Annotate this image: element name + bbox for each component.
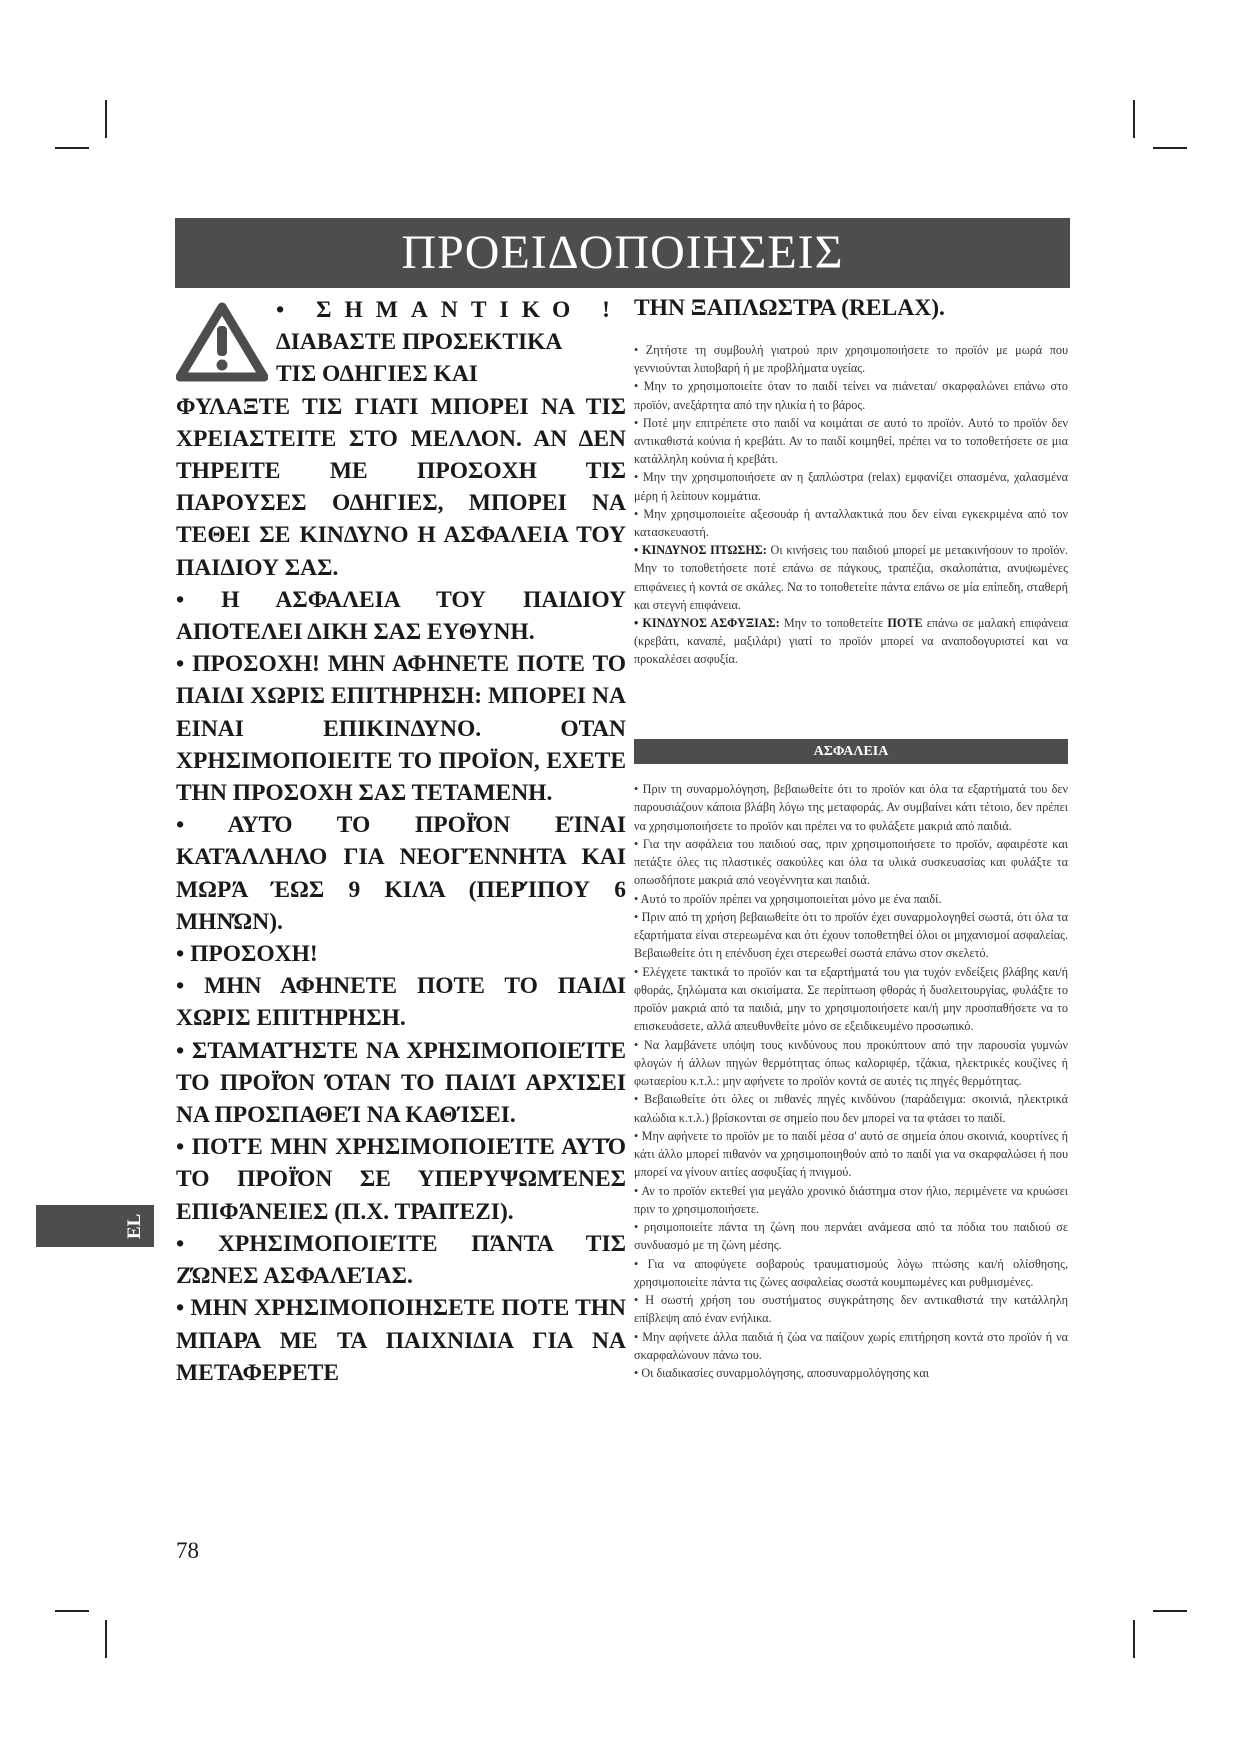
warning-item: • Μην χρησιμοποιείτε αξεσουάρ ή ανταλλακτικά που δεν είναι εγκεκριμένα από τον κατασκευαστή. [634, 506, 1068, 540]
safety-item: • Για να αποφύγετε σοβαρούς τραυματισμούς λόγω πτώσης και/ή ολίσθησης, χρησιμοποιείτε πάντα τις ζώνες ασφαλείας σωστά κουμπωμένες και ρυθμισμένες. [634, 1256, 1068, 1289]
warning-item: • Ζητήστε τη συμβουλή γιατρού πριν χρησιμοποιήσετε το προϊόν με μωρά που γεννιούνται λιποβαρή ή με προβλήματα υγείας. [634, 343, 1068, 376]
suffocation-text-b: επάνω σε μαλακή επιφάνεια (κρεβάτι, καναπέ, μαξιλάρι) γιατί το προϊόν μπορεί να αναποδογυριστεί και να προκαλέσει ασφυξία. [634, 616, 1069, 667]
instructions-line: ΤΙΣ ΟΔΗΓΙΕΣ ΚΑΙ [276, 361, 478, 388]
page-title: ΠΡΟΕΙΔΟΠΟΙΗΣΕΙΣ [401, 226, 844, 279]
crop-mark [1153, 147, 1187, 149]
fall-hazard-item [634, 541, 1068, 614]
crop-mark [55, 147, 89, 149]
warning-paragraph: • ΠΟΤΈ ΜΗΝ ΧΡΗΣΙΜΟΠΟΙΕΊΤΕ ΑΥΤΌ ΤΟ ΠΡΟΪΌΝ ΣΕ ΥΠΕΡΥΨΩΜΈΝΕΣ ΕΠΙΦΆΝΕΙΕΣ (Π.Χ. ΤΡΑΠΈΖΙ). [176, 1134, 626, 1225]
warning-paragraph: • ΣΤΑΜΑΤΉΣΤΕ ΝΑ ΧΡΗΣΙΜΟΠΟΙΕΊΤΕ ΤΟ ΠΡΟΪΌΝ ΌΤΑΝ ΤΟ ΠΑΙΔΊ ΑΡΧΊΣΕΙ ΝΑ ΠΡΟΣΠΑΘΕΊ ΝΑ ΚΑΘΊΣΕΙ. [176, 1037, 626, 1129]
intro-paragraph: ΦΥΛΑΞΤΕ ΤΙΣ ΓΙΑΤΙ ΜΠΟΡΕΙ ΝΑ ΤΙΣ ΧΡΕΙΑΣΤΕΙΤΕ ΣΤΟ ΜΕΛΛΟΝ. ΑΝ ΔΕΝ ΤΗΡΕΙΤΕ ΜΕ ΠΡΟΣΟΧΗ ΤΙΣ ΠΑΡΟΥΣΕΣ ΟΔΗΓΙΕΣ, ΜΠΟΡΕΙ ΝΑ ΤΕΘΕΙ ΣΕ ΚΙΝΔΥΝΟ Η ΑΣΦΑΛΕΙΑ ΤΟΥ ΠΑΙΔΙΟΥ ΣΑΣ. [176, 393, 626, 581]
language-code: EL [124, 1213, 145, 1239]
suffocation-text-a: Μην το τοποθετείτε [779, 616, 888, 631]
safety-item: • Η σωστή χρήση του συστήματος συγκράτησης δεν αντικαθιστά την κατάλληλη επίβλεψη από έναν ενήλικα. [634, 1293, 1068, 1326]
warning-paragraph: • ΑΥΤΌ ΤΟ ΠΡΟΪΌΝ ΕΊΝΑΙ ΚΑΤΆΛΛΗΛΟ ΓΙΑ ΝΕΟΓΈΝΝΗΤΑ ΚΑΙ ΜΩΡΆ ΈΩΣ 9 ΚΙΛΆ (ΠΕΡΊΠΟΥ 6 ΜΗΝΏΝ). [176, 812, 626, 935]
safety-item: • Πριν τη συναρμολόγηση, βεβαιωθείτε ότι το προϊόν και όλα τα εξαρτήματά του δεν παρουσιάζουν κάποια βλάβη λόγω της μεταφοράς. Αν συμβαίνει κάτι τέτοιο, δεν πρέπει να χρησιμοποιήσετε το προϊόν και πρέπει να το φυλάξετε μακριά από παιδιά. [634, 782, 1068, 833]
crop-mark [105, 1620, 107, 1658]
safety-section-title: ΑΣΦΑΛΕΙΑ [813, 744, 889, 759]
crop-mark [105, 100, 107, 138]
warning-paragraph: • ΧΡΗΣΙΜΟΠΟΙΕΊΤΕ ΠΆΝΤΑ ΤΙΣ ΖΏΝΕΣ ΑΣΦΑΛΕΊΑΣ. [176, 1230, 626, 1290]
warning-paragraph: • ΠΡΟΣΟΧΗ! [176, 941, 318, 968]
fall-hazard-text: Οι κινήσεις του παιδιού μπορεί με μετακινήσουν το προϊόν. Μην το τοποθετήσετε ποτέ επάνω σε πάγκους, τραπέζια, σκαλοπάτια, ανυψωμένες επιφάνειες ή κοντά σε σκάλες. Να το τοποθετείτε πάντα επάνω σε μία επίπεδη, σταθερή και στεγνή επιφάνεια. [634, 543, 1068, 612]
safety-item: • Για την ασφάλεια του παιδιού σας, πριν χρησιμοποιήσετε το προϊόν, αφαιρέστε και πετάξτε όλες τις πλαστικές σακούλες και όλα τα υλικά συσκευασίας και φυλάξτε τα οπωσδήποτε μακριά από νεογέννητα και παιδιά. [634, 836, 1068, 888]
safety-item: • ρησιμοποιείτε πάντα τη ζώνη που περνάει ανάμεσα από τα πόδια του παιδιού σε συνδυασμό με τη ζώνη μέσης. [634, 1220, 1068, 1253]
page-title-banner [175, 218, 1070, 288]
safety-item: • Αυτό το προϊόν πρέπει να χρησιμοποιείται μόνο με ένα παιδί. [634, 891, 942, 906]
important-line: • ΣΗΜΑΝΤΙΚΟ ! [276, 297, 623, 323]
safety-item: • Μην αφήνετε το προϊόν με το παιδί μέσα σ' αυτό σε σημεία όπου σκοινιά, κουρτίνες ή κάτι άλλο μπορεί πιθανόν να χρησιμοποιηθούν από το παιδί για να σκαρφαλώσει ή που μπορεί να γίνουν αιτίες ασφυξίας ή πνιγμού. [634, 1128, 1068, 1180]
safety-item: • Ελέγχετε τακτικά το προϊόν και τα εξαρτήματά του για τυχόν ενδείξεις βλάβης και/ή φθοράς, ξηλώματα και σκισίματα. Σε περίπτωση φθοράς ή δυσλειτουργίας, φυλάξτε το προϊόν μακριά από τα παιδιά, μην το χρησιμοποιήσετε και/ή μην προσπαθήσετε να το επισκευάσετε, αλλά απευθυνθείτε μόνο σε εξειδικευμένο προσωπικό. [634, 964, 1068, 1034]
warning-paragraph: • Η ΑΣΦΑΛΕΙΑ ΤΟΥ ΠΑΙΔΙΟΥ ΑΠΟΤΕΛΕΙ ΔΙΚΗ ΣΑΣ ΕΥΘΥΝΗ. [176, 586, 626, 646]
suffocation-never: ΠΟΤΕ [887, 616, 923, 631]
warning-item: • Μην την χρησιμοποιήσετε αν η ξαπλώστρα (relax) εμφανίζει σπασμένα, χαλασμένα μέρη ή λείπουν κομμάτια. [634, 470, 1068, 503]
right-column-upper [634, 341, 1068, 669]
warning-item: • Ποτέ μην επιτρέπετε στο παιδί να κοιμάται σε αυτό το προϊόν. Αυτό το προϊόν δεν αντικαθιστά κούνια ή κρεβάτι. Αν το παιδί κοιμηθεί, πρέπει να το τοποθετήσετε σε μια κατάλληλη κούνια ή κρεβάτι. [634, 415, 1068, 467]
suffocation-hazard-label: • ΚΙΝΔΥΝΟΣ ΑΣΦΥΞΙΑΣ: [634, 616, 780, 631]
safety-item: • Μην αφήνετε άλλα παιδιά ή ζώα να παίζουν χωρίς επιτήρηση κοντά στο προϊόν ή να σκαρφαλώνουν πάνω του. [634, 1329, 1068, 1362]
warning-paragraph: • ΜΗΝ ΧΡΗΣΙΜΟΠΟΙΗΣΕΤΕ ΠΟΤΕ ΤΗΝ ΜΠΑΡΑ ΜΕ ΤΑ ΠΑΙΧΝΙΔΙΑ ΓΙΑ ΝΑ ΜΕΤΑΦΕΡΕΤΕ [176, 1295, 626, 1386]
safety-item: • Αν το προϊόν εκτεθεί για μεγάλο χρονικό διάστημα στον ήλιο, περιμένετε να κρυώσει πριν το χρησιμοποιήσετε. [634, 1183, 1068, 1216]
read-carefully-line: ΔΙΑΒΑΣΤΕ ΠΡΟΣΕΚΤΙΚΑ [276, 329, 563, 356]
page-number: 78 [176, 1538, 199, 1563]
crop-mark [1133, 1620, 1135, 1658]
language-tab [36, 1205, 154, 1247]
crop-mark [55, 1610, 89, 1612]
crop-mark [1133, 100, 1135, 138]
warning-paragraph: • ΠΡΟΣΟΧΗ! ΜΗΝ ΑΦΗΝΕΤΕ ΠΟΤΕ ΤΟ ΠΑΙΔΙ ΧΩΡΙΣ ΕΠΙΤΗΡΗΣΗ: ΜΠΟΡΕΙ ΝΑ ΕΙΝΑΙ ΕΠΙΚΙΝΔΥΝΟ. ΟΤΑΝ ΧΡΗΣΙΜΟΠΟΙΕΙΤΕ ΤΟ ΠΡΟΪΟΝ, ΕΧΕΤΕ ΤΗΝ ΠΡΟΣΟΧΗ ΣΑΣ ΤΕΤΑΜΕΝΗ. [176, 651, 626, 807]
suffocation-hazard-item [634, 614, 1068, 669]
fall-hazard-label: • ΚΙΝΔΥΝΟΣ ΠΤΩΣΗΣ: [634, 543, 767, 558]
safety-item: • Οι διαδικασίες συναρμολόγησης, αποσυναρμολόγησης και [634, 1366, 930, 1380]
safety-section-header [634, 739, 1068, 764]
relax-title: ΤΗΝ ΞΑΠΛΩΣΤΡΑ (RELAX). [634, 295, 945, 321]
safety-item: • Πριν από τη χρήση βεβαιωθείτε ότι το προϊόν έχει συναρμολογηθεί σωστά, ότι όλα τα εξαρτήματα είναι στερεωμένα και ότι έχουν τοποθετηθεί όλοι οι μηχανισμοί ασφαλείας. Βεβαιωθείτε ότι η επένδυση έχει στερεωθεί σωστά επάνω στον σκελετό. [634, 909, 1068, 961]
safety-item: • Να λαμβάνετε υπόψη τους κινδύνους που προκύπτουν από την παρουσία γυμνών φλογών ή άλλων πηγών θερμότητας όπως καλοριφέρ, τζάκια, ηλεκτρικές κουζίνες ή φωταερίου κ.τ.λ.: μην αφήνετε το προϊόν κοντά σε αυτές τις πηγές θερμότητας. [634, 1037, 1068, 1088]
left-column [176, 294, 626, 1389]
safety-item: • Βεβαιωθείτε ότι όλες οι πιθανές πηγές κινδύνου (παράδειγμα: σκοινιά, ηλεκτρικά καλώδια κ.τ.λ.) βρίσκονται σε σημείο που δεν μπορεί να τα φτάσει το παιδί. [634, 1092, 1068, 1125]
warning-paragraph: • ΜΗΝ ΑΦΗΝΕΤΕ ΠΟΤΕ ΤΟ ΠΑΙΔΙ ΧΩΡΙΣ ΕΠΙΤΗΡΗΣΗ. [176, 973, 626, 1032]
warning-item: • Μην το χρησιμοποιείτε όταν το παιδί τείνει να πιάνεται/ σκαρφαλώνει επάνω στο προϊόν, ανεξάρτητα από την ηλικία ή το βάρος. [634, 379, 1068, 412]
right-column-safety [634, 780, 1068, 1382]
crop-mark [1153, 1610, 1187, 1612]
